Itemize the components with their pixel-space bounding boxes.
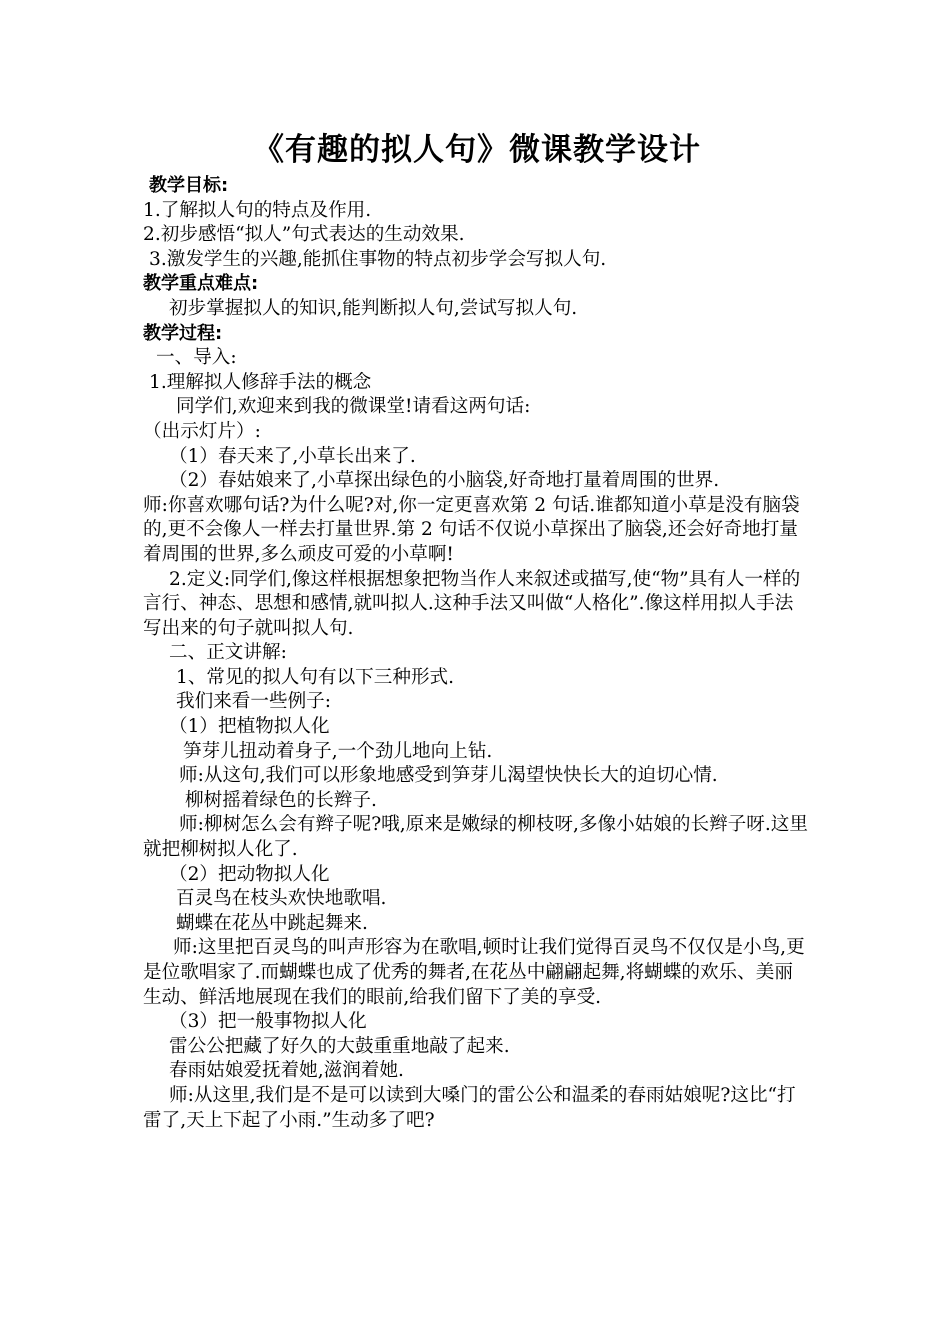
objective-3: 3.激发学生的兴趣,能抓住事物的特点初步学会写拟人句.: [149, 248, 607, 270]
type1-teacher-2: 师:柳树怎么会有辫子呢?哦,原来是嫩绿的柳枝呀,多像小姑娘的长辫子呀.这里就把柳树拟人化了.: [143, 814, 808, 861]
type2-example-2: 蝴蝶在花丛中跳起舞来.: [176, 912, 368, 934]
part1-heading: 一、导入:: [156, 347, 237, 369]
part1-teacher-comment: 师:你喜欢哪句话?为什么呢?对,你一定更喜欢第 2 句话.谁都知道小草是没有脑袋的,更不会像人一样去打量世界.第 2 句话不仅说小草探出了脑袋,还会好奇地打量着周围的世界,多么顽皮可爱的小草啊!: [143, 494, 800, 565]
objective-1: 1.了解拟人句的特点及作用.: [143, 199, 372, 221]
part2-examples: 我们来看一些例子:: [176, 691, 332, 713]
type3-example-1: 雷公公把藏了好久的大鼓重重地敲了起来.: [169, 1035, 510, 1057]
part1-slide: （出示灯片）:: [143, 420, 261, 442]
part1-sentence-2: （2）春姑娘来了,小草探出绿色的小脑袋,好奇地打量着周围的世界.: [169, 470, 720, 492]
type2-teacher-1: 师:这里把百灵鸟的叫声形容为在歌唱,顿时让我们觉得百灵鸟不仅仅是小鸟,更是位歌唱家了.而蝴蝶也成了优秀的舞者,在花丛中翩翩起舞,将蝴蝶的欢乐、美丽生动、鲜活地展现在我们的眼前,给我们留下了美的享受.: [143, 937, 805, 1008]
part2-heading: 二、正文讲解:: [169, 642, 287, 664]
type3-heading: （3）把一般事物拟人化: [169, 1011, 367, 1033]
objectives-heading: 教学目标:: [149, 175, 229, 196]
process-heading: 教学过程:: [143, 322, 223, 344]
part2-item1: 1、常见的拟人句有以下三种形式.: [176, 666, 455, 688]
part1-item1: 1.理解拟人修辞手法的概念: [149, 371, 372, 393]
type1-heading: （1）把植物拟人化: [169, 716, 330, 738]
type3-example-2: 春雨姑娘爱抚着她,滋润着她.: [169, 1060, 404, 1082]
part1-sentence-1: （1）春天来了,小草长出来了.: [169, 445, 416, 467]
key-points-text: 初步掌握拟人的知识,能判断拟人句,尝试写拟人句.: [169, 297, 578, 319]
page-title: 《有趣的拟人句》微课教学设计: [253, 132, 701, 168]
type3-teacher-1: 师:从这里,我们是不是可以读到大嗓门的雷公公和温柔的春雨姑娘呢?这比“打雷了,天上下起了小雨.”生动多了吧?: [143, 1084, 796, 1131]
part1-definition: 2.定义:同学们,像这样根据想象把物当作人来叙述或描写,使“物”具有人一样的言行、神态、思想和感情,就叫拟人.这种手法又叫做“人格化”.像这样用拟人手法写出来的句子就叫拟人句.: [143, 568, 801, 639]
type1-teacher-1: 师:从这句,我们可以形象地感受到笋芽儿渴望快快长大的迫切心情.: [179, 765, 718, 787]
type1-example-1: 笋芽儿扭动着身子,一个劲儿地向上钻.: [183, 740, 493, 762]
type2-example-1: 百灵鸟在枝头欢快地歌唱.: [176, 888, 387, 910]
objective-2: 2.初步感悟“拟人”句式表达的生动效果.: [143, 224, 465, 246]
part1-greeting: 同学们,欢迎来到我的微课堂!请看这两句话:: [176, 396, 531, 418]
key-points-heading: 教学重点难点:: [143, 273, 259, 295]
document-page: [143, 128, 811, 1133]
type1-example-2: 柳树摇着绿色的长辫子.: [185, 789, 377, 811]
type2-heading: （2）把动物拟人化: [169, 863, 330, 885]
